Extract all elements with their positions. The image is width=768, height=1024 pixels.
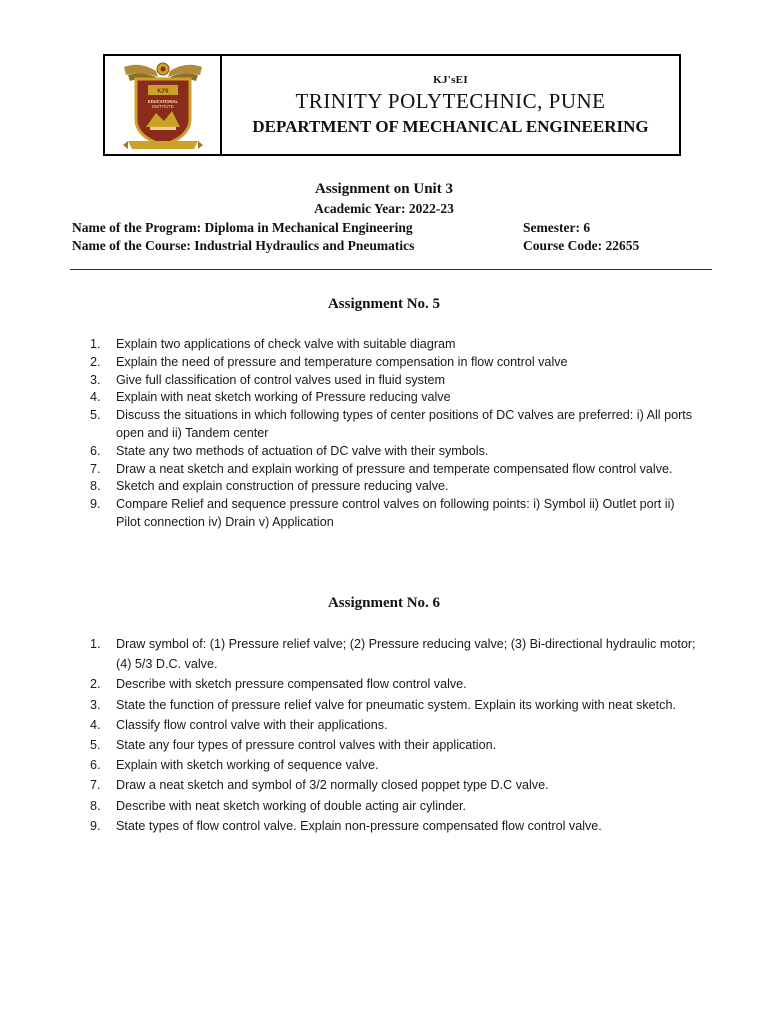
question-number: 7. — [90, 778, 101, 793]
question-text: Draw a neat sketch and explain working of pressure and temperate compensated flow control valve. — [116, 461, 673, 476]
question-text: Explain two applications of check valve with suitable diagram — [116, 337, 456, 351]
question-number: 1. — [90, 637, 101, 651]
course-name: Name of the Course: Industrial Hydraulics and Pneumatics — [72, 238, 415, 253]
question-text: Explain the need of pressure and temperature compensation in flow control valve — [116, 354, 568, 369]
question-item — [90, 816, 700, 836]
question-item — [90, 634, 700, 674]
question-text: Sketch and explain construction of pressure reducing valve. — [116, 479, 449, 494]
question-number: 4. — [90, 390, 101, 405]
svg-text:EDUCATIONAL: EDUCATIONAL — [147, 99, 178, 104]
question-number: 4. — [90, 717, 101, 732]
question-item — [90, 796, 700, 816]
assignment-5-title: Assignment No. 5 — [327, 296, 441, 312]
question-item — [90, 775, 700, 795]
question-text: State any four types of pressure control valves with their application. — [116, 738, 497, 753]
question-item — [90, 674, 700, 694]
question-number: 2. — [90, 354, 101, 369]
question-number: 6. — [90, 443, 101, 458]
question-number: 3. — [90, 697, 101, 712]
question-item — [90, 478, 700, 496]
question-number: 3. — [90, 372, 101, 387]
question-text: Describe with sketch pressure compensated flow control valve. — [116, 677, 467, 692]
question-number: 9. — [90, 818, 101, 833]
department-name: DEPARTMENT OF MECHANICAL ENGINEERING — [252, 117, 649, 136]
svg-text:KJ'S: KJ'S — [157, 88, 168, 95]
question-item — [90, 755, 700, 775]
question-text: Describe with neat sketch working of double acting air cylinder. — [116, 798, 467, 813]
question-text: Explain with neat sketch working of Pressure reducing valve — [116, 390, 451, 405]
organization-name: KJ'sEI — [433, 74, 468, 86]
question-item — [90, 443, 700, 461]
question-number: 7. — [90, 461, 101, 476]
question-item — [90, 354, 700, 372]
question-number: 9. — [90, 497, 101, 512]
question-number: 1. — [90, 337, 101, 351]
question-item — [90, 735, 700, 755]
question-item — [90, 372, 700, 390]
program-name: Name of the Program: Diploma in Mechanical Engineering — [72, 220, 413, 235]
letterhead — [103, 54, 681, 156]
question-text: Explain with sketch working of sequence valve. — [116, 758, 379, 773]
question-number: 8. — [90, 798, 101, 813]
institute-logo — [120, 57, 206, 153]
title-cell — [222, 56, 679, 154]
semester: Semester: 6 — [523, 220, 591, 235]
svg-text:INSTITUTE: INSTITUTE — [151, 104, 174, 109]
question-item — [90, 389, 700, 407]
question-text: State the function of pressure relief valve for pneumatic system. Explain its working with neat sketch. — [116, 697, 676, 712]
logo-cell — [105, 56, 222, 154]
question-item — [90, 496, 700, 532]
question-text: State types of flow control valve. Explain non-pressure compensated flow control valve. — [116, 818, 602, 833]
question-text: Give full classification of control valves used in fluid system — [116, 372, 445, 387]
assignment-title: Assignment on Unit 3 — [315, 181, 453, 197]
question-text: State any two methods of actuation of DC valve with their symbols. — [116, 443, 489, 458]
program-row — [72, 220, 712, 236]
question-number: 6. — [90, 758, 101, 773]
divider — [70, 269, 712, 270]
question-text: Draw symbol of: (1) Pressure relief valve; (2) Pressure reducing valve; (3) Bi-directional hydraulic motor; (4) 5/3 D.C. valve. — [116, 637, 696, 672]
question-text: Discuss the situations in which following types of center positions of DC valves are preferred: i) All ports open and ii) Tandem center — [116, 408, 693, 440]
assignment-6-questions — [90, 634, 700, 836]
question-number: 5. — [90, 408, 101, 423]
institute-name: TRINITY POLYTECHNIC, PUNE — [295, 89, 606, 113]
question-number: 8. — [90, 479, 101, 494]
question-item — [90, 407, 700, 443]
question-number: 5. — [90, 738, 101, 753]
question-text: Compare Relief and sequence pressure control valves on following points: i) Symbol ii) Outlet port ii) Pilot connection iv) Drain v) Application — [116, 497, 675, 529]
question-item — [90, 336, 700, 354]
academic-year: Academic Year: 2022-23 — [314, 201, 454, 216]
question-item — [90, 715, 700, 735]
question-number: 2. — [90, 677, 101, 692]
question-text: Draw a neat sketch and symbol of 3/2 normally closed poppet type D.C valve. — [116, 778, 549, 793]
question-item — [90, 461, 700, 479]
course-row — [72, 238, 712, 254]
course-code: Course Code: 22655 — [523, 238, 640, 253]
assignment-6-title: Assignment No. 6 — [327, 595, 441, 611]
assignment-5-questions — [90, 336, 700, 532]
question-text: Classify flow control valve with their applications. — [116, 717, 388, 732]
question-item — [90, 695, 700, 715]
